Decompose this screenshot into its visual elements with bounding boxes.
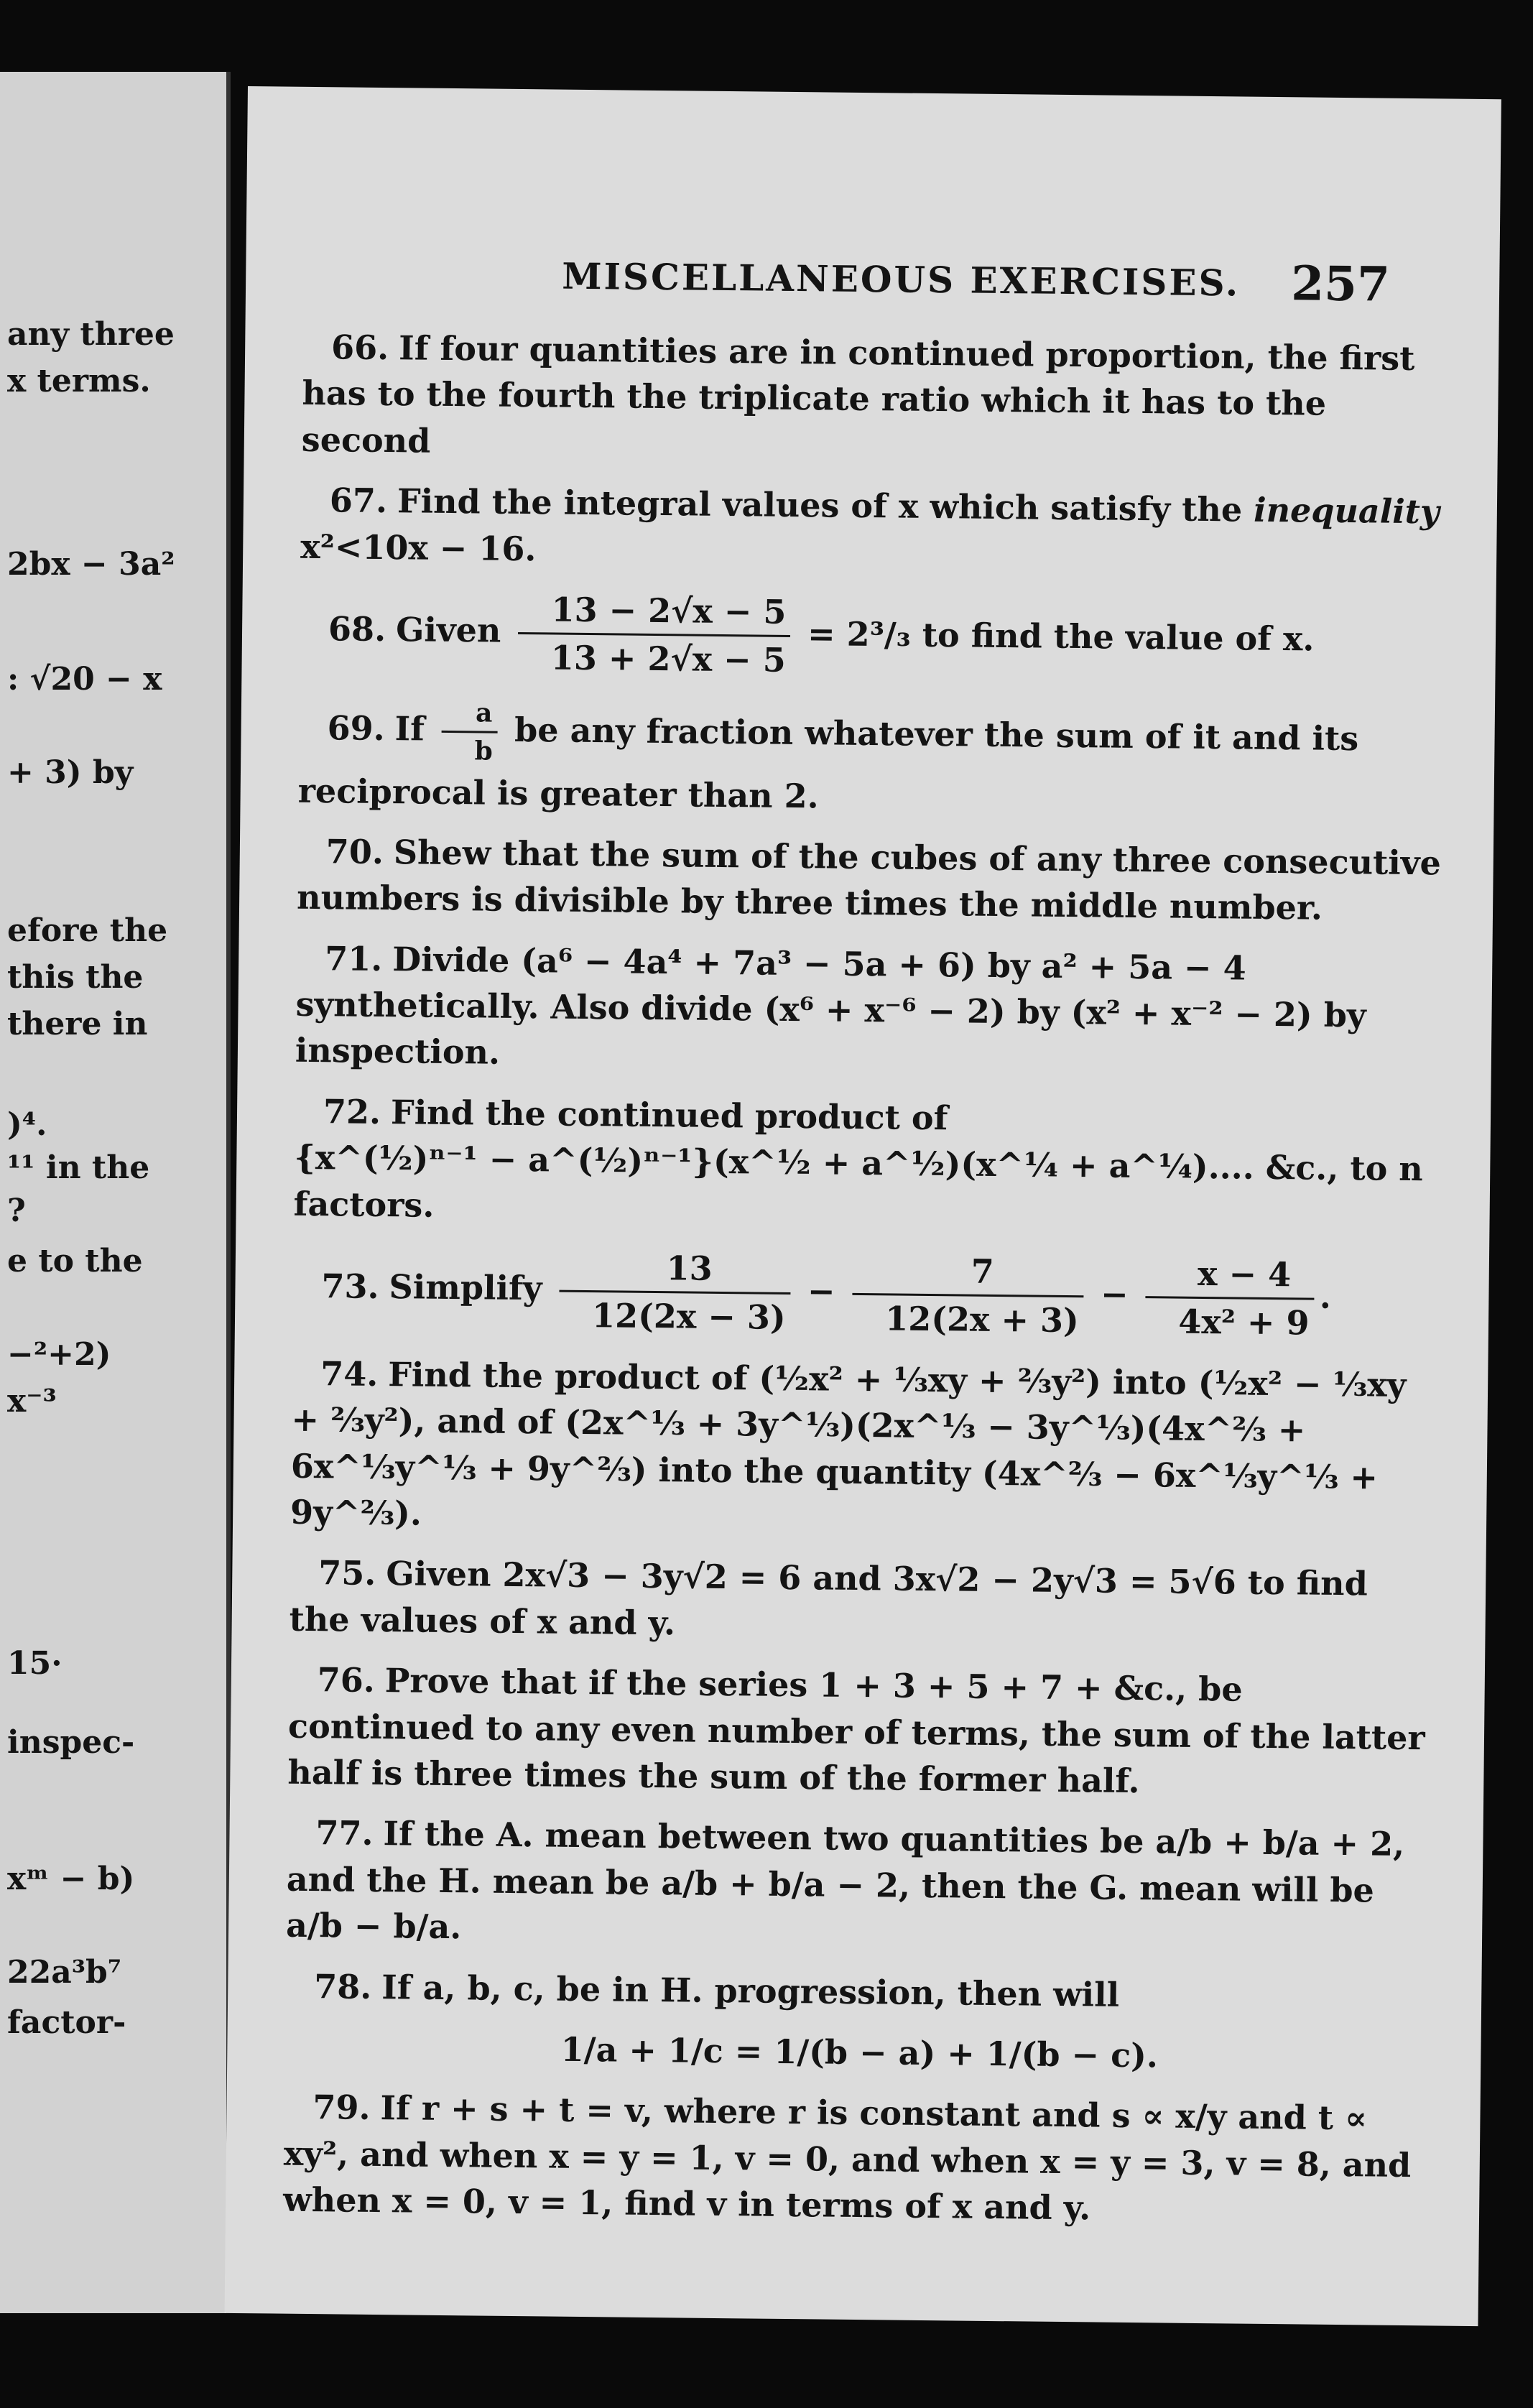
left-fragment: ¹¹ in the: [7, 1149, 150, 1186]
numerator: a: [442, 695, 498, 733]
exercise-number: 66.: [330, 328, 389, 368]
exercise-number: 71.: [325, 938, 383, 978]
left-fragment: ?: [7, 1193, 26, 1229]
exercise-number: 73.: [321, 1266, 379, 1306]
exercise-68: [299, 584, 1449, 691]
left-fragment: 2bx − 3a²: [7, 546, 175, 583]
exercise-70: [297, 828, 1447, 933]
left-fragment: )⁴.: [7, 1106, 47, 1143]
exercise-78: [285, 1963, 1435, 2021]
exercise-67: [300, 477, 1450, 582]
fraction: [441, 695, 497, 770]
exercise-number: 67.: [329, 481, 388, 521]
left-page: [0, 72, 231, 2313]
exercise-formula: {x^(½)ⁿ⁻¹ − a^(½)ⁿ⁻¹}(x^½ + a^½)(x^¼ + a^¼)....: [294, 1138, 1255, 1187]
numerator: 13 − 2√x − 5: [518, 586, 791, 637]
fraction: [559, 1244, 791, 1341]
exercise-number: 78.: [314, 1966, 372, 2006]
exercise-72: [293, 1088, 1444, 1239]
left-fragment: x⁻³: [7, 1383, 57, 1420]
left-fragment: + 3) by: [7, 754, 134, 791]
exercise-text: &c., to n factors.: [293, 1148, 1424, 1225]
exercise-text: Shew that the sum of the cubes of any three consecutive numbers is divisible by three times the middle number.: [296, 833, 1442, 928]
left-fragment: 22a³b⁷: [7, 1954, 122, 1991]
fraction: [852, 1247, 1084, 1344]
exercise-text: If the A. mean between two quantities be a/b + b/a + 2, and the H. mean be a/b + b/a − 2, then the G. mean will be a/b − b/a.: [285, 1814, 1405, 1947]
exercise-71: [295, 935, 1446, 1085]
exercise-text: Find the integral values of x which satisfy the: [397, 481, 1243, 529]
exercise-text: Find the product of (½x² + ⅓xy + ⅔y²) into (½x² − ⅓xy + ⅔y²), and of (2x^⅓ + 3y^⅓)(2x^⅓ − 3y^⅓)(4x^⅔ + 6x^⅓y^⅓ + 9y^⅔) into the quantity (4x^⅔ − 6x^⅓y^⅓ + 9y^⅔).: [290, 1354, 1407, 1533]
left-fragment: x terms.: [7, 363, 151, 399]
exercise-number: 74.: [320, 1353, 379, 1394]
exercise-text: Simplify: [389, 1267, 542, 1308]
fraction: [1145, 1250, 1315, 1346]
exercise-66: [302, 324, 1453, 475]
fraction: [518, 586, 791, 684]
denominator: 12(2x − 3): [591, 1296, 786, 1338]
left-fragment: efore the: [7, 912, 168, 949]
exercise-69: [297, 693, 1448, 826]
left-fragment: this the: [7, 959, 144, 996]
exercise-76: [287, 1657, 1438, 1807]
denominator: 12(2x + 3): [884, 1299, 1080, 1340]
denominator: 4x² + 9: [1178, 1302, 1310, 1343]
exercise-text: Given 2x√3 − 3y√2 = 6 and 3x√2 − 2y√3 = 5√6 to find the values of x and y.: [289, 1554, 1368, 1643]
numerator: 7: [853, 1247, 1084, 1298]
exercise-73: 73. Simplify $\frac{13}{12(2x - 3)}$ − $\frac{7}{12(2x + 3)}$ − $\frac{x - 4}{\text{4x² + 9}}$ .: [292, 1241, 1442, 1348]
exercise-number: 70.: [325, 832, 384, 871]
left-fragment: any three: [7, 316, 175, 353]
exercise-79: [283, 2084, 1434, 2235]
left-fragment: : √20 − x: [7, 661, 162, 698]
numerator: x − 4: [1146, 1250, 1315, 1300]
exercise-text: = 2³/₃ to find the value of x.: [807, 614, 1315, 659]
exercise-list: [283, 324, 1453, 2249]
exercise-text: If r + s + t = v, where r is constant and s ∝ x/y and t ∝ xy², and when x = y = 1, v = 0, and when x = y = 3, v = 8, and when x = 0, v = 1, find v in terms of x and y.: [282, 2088, 1412, 2228]
running-head: MISCELLANEOUS EXERCISES.: [561, 254, 1241, 305]
left-fragment: there in: [7, 1006, 148, 1042]
numerator: 13: [559, 1244, 790, 1295]
right-page: [225, 86, 1501, 2326]
exercise-75: [289, 1550, 1439, 1654]
exercise-text: If four quantities are in continued proportion, the first has to the fourth the triplicate ratio which it has to the second: [301, 328, 1415, 460]
left-fragment: inspec-: [7, 1724, 135, 1761]
exercise-text: Given: [395, 610, 501, 650]
page-header: [246, 251, 1500, 322]
exercise-text: Divide (a⁶ − 4a⁴ + 7a³ − 5a + 6) by a² + 5a − 4 synthetically. Also divide (x⁶ + x⁻⁶ − 2) by (x² + x⁻² − 2) by inspection.: [295, 939, 1366, 1073]
exercise-text: x²<10x − 16.: [300, 527, 537, 568]
exercise-text: If a, b, c, be in H. progression, then will: [381, 1967, 1120, 2014]
exercise-77: [286, 1810, 1437, 1960]
left-fragment: xᵐ − b): [7, 1861, 135, 1897]
page-number: 257: [1290, 255, 1391, 312]
exercise-text: Find the continued product of: [390, 1093, 948, 1138]
exercise-number: 69.: [327, 708, 385, 748]
left-fragment: 15·: [7, 1645, 62, 1682]
left-fragment: e to the: [7, 1243, 143, 1279]
exercise-emphasis: inequality: [1253, 490, 1440, 532]
exercise-number: 76.: [317, 1660, 376, 1700]
left-fragment: −²+2): [7, 1336, 111, 1373]
exercise-text: Prove that if the series 1 + 3 + 5 + 7 + &c., be continued to any even number of terms, the sum of the latter half is three times the sum of the former half.: [287, 1661, 1425, 1801]
exercise-number: 75.: [318, 1553, 376, 1593]
exercise-text: be any fraction whatever the sum of it and its reciprocal is greater than 2.: [297, 710, 1359, 815]
exercise-number: 72.: [323, 1092, 381, 1131]
exercise-number: 77.: [315, 1813, 374, 1853]
equation: 1/a + 1/c = 1/(b − a) + 1/(b − c).: [560, 2029, 1159, 2075]
exercise-number: 79.: [312, 2088, 371, 2128]
exercise-text: If: [394, 708, 425, 749]
denominator: 13 + 2√x − 5: [550, 638, 787, 680]
left-fragment: factor-: [7, 2004, 126, 2041]
denominator: b: [474, 736, 494, 767]
exercise-74: [290, 1351, 1442, 1547]
exercise-number: 68.: [328, 609, 386, 649]
